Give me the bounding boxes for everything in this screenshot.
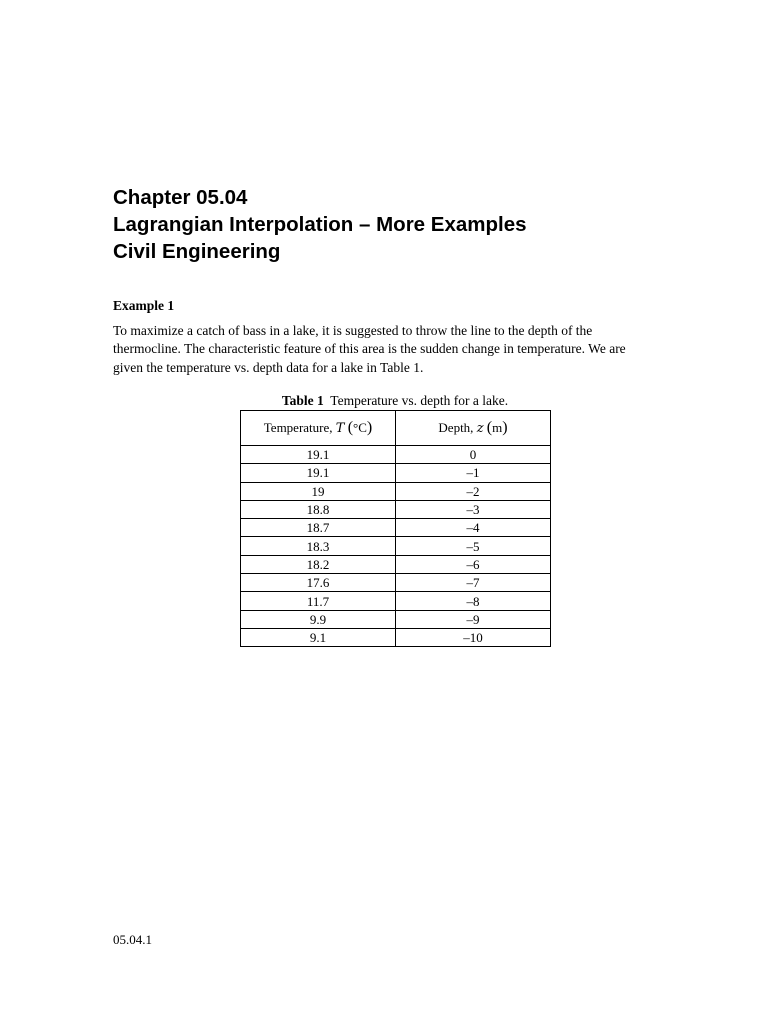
table-row (241, 628, 551, 646)
temperature-depth-table (240, 410, 551, 647)
temperature-cell: 18.2 (241, 555, 396, 573)
table-row (241, 574, 551, 592)
temperature-cell: 11.7 (241, 592, 396, 610)
table-caption (240, 392, 550, 410)
temperature-cell: 18.7 (241, 519, 396, 537)
depth-cell: –1 (396, 464, 551, 482)
table-row (241, 482, 551, 500)
depth-cell: –4 (396, 519, 551, 537)
temperature-cell: 18.8 (241, 500, 396, 518)
depth-cell: –7 (396, 574, 551, 592)
table-caption-label: Table 1 (281, 393, 324, 408)
depth-header-label: Depth, (438, 420, 474, 435)
example-paragraph: To maximize a catch of bass in a lake, it is suggested to throw the line to the depth of the thermocline. The characteristic feature of this area is the sudden change in temperature. We are given the temperature vs. depth data for a lake in Table 1. (113, 323, 626, 375)
table-row (241, 555, 551, 573)
table-row (241, 464, 551, 482)
chapter-heading (113, 184, 527, 265)
temperature-cell: 19 (241, 482, 396, 500)
depth-cell: –5 (396, 537, 551, 555)
temperature-symbol: T (335, 421, 345, 436)
depth-symbol: z (476, 421, 484, 436)
depth-cell: –6 (396, 555, 551, 573)
depth-cell: –10 (396, 628, 551, 646)
table-row (241, 592, 551, 610)
table-row (241, 537, 551, 555)
chapter-number: Chapter 05.04 (113, 186, 248, 209)
depth-unit: m (492, 420, 503, 435)
chapter-title: Lagrangian Interpolation – More Examples (113, 213, 527, 236)
example-title: Example 1 (113, 298, 175, 313)
page-number: 05.04.1 (113, 932, 152, 947)
temperature-header-label: Temperature, (263, 420, 333, 435)
temperature-unit: °C (353, 420, 367, 435)
depth-cell: 0 (396, 446, 551, 464)
temperature-column-header: Temperature, T (°C) (241, 411, 396, 446)
depth-cell: –2 (396, 482, 551, 500)
depth-cell: –8 (396, 592, 551, 610)
table-row (241, 446, 551, 464)
table-row (241, 519, 551, 537)
temperature-cell: 19.1 (241, 464, 396, 482)
table-header-row (241, 411, 551, 446)
temperature-cell: 17.6 (241, 574, 396, 592)
depth-cell: –3 (396, 500, 551, 518)
chapter-subject: Civil Engineering (113, 240, 281, 263)
depth-cell: –9 (396, 610, 551, 628)
table-row (241, 610, 551, 628)
temperature-cell: 9.1 (241, 628, 396, 646)
temperature-cell: 18.3 (241, 537, 396, 555)
temperature-cell: 9.9 (241, 610, 396, 628)
table-caption-text: Temperature vs. depth for a lake. (330, 393, 509, 408)
table-row (241, 500, 551, 518)
temperature-cell: 19.1 (241, 446, 396, 464)
depth-column-header: Depth, z (m) (396, 411, 551, 446)
